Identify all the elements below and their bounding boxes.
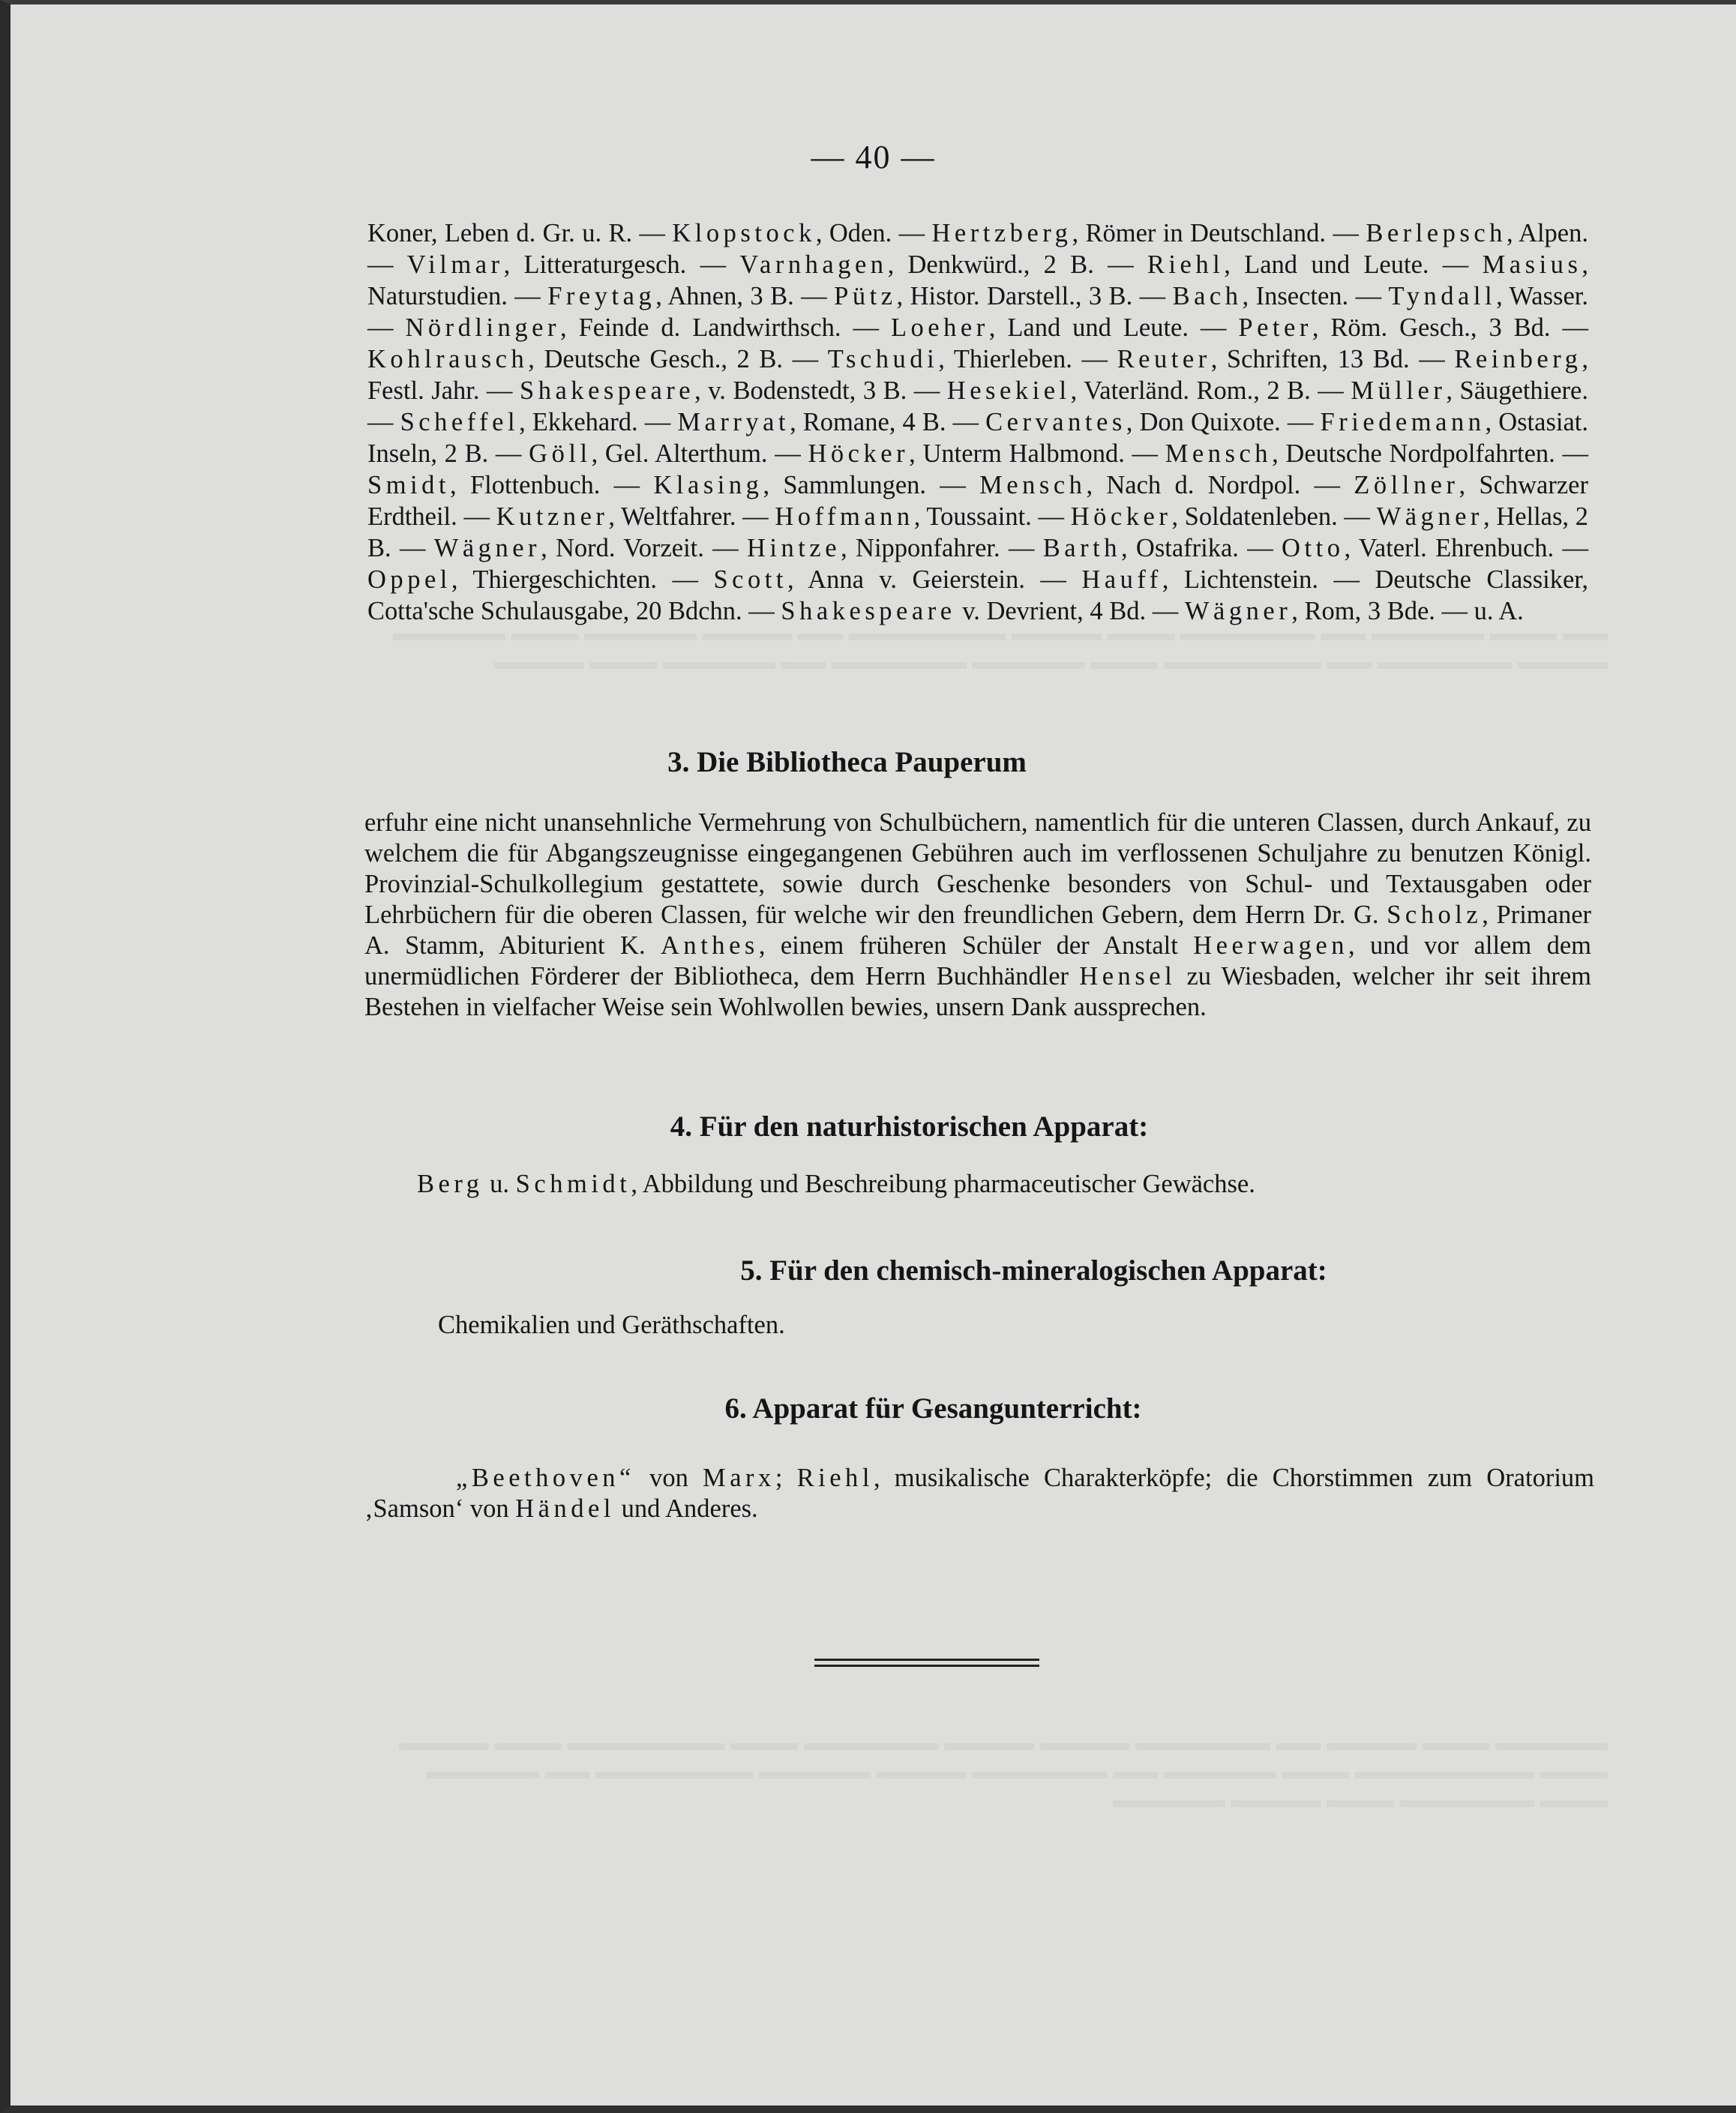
book-list-name: Pütz (834, 282, 897, 310)
section-6-text: und Anderes. (615, 1494, 758, 1523)
bleed-through-text: ▬▬ ▬▬▬ ▬▬▬▬▬ ▬▬ ▬▬▬▬▬▬ ▬▬▬ ▬▬▬▬ ▬▬▬▬▬▬▬ ▬▬ ▬▬▬▬ ▬▬▬▬▬ ▬▬▬ ▬▬▬▬▬ ▬▬▬▬ ▬▬▬▬▬▬ ▬▬ ▬▬▬▬▬▬▬ ▬▬▬ ▬▬▬▬▬ ▬▬▬▬▬▬ ▬▬ ▬▬▬▬▬ ▬▬▬ ▬▬▬▬ (393, 621, 1608, 674)
section-4-heading: 4. Für den naturhistorischen Apparat: (670, 1110, 1149, 1143)
book-list-name: Vilmar (406, 250, 504, 279)
section-3-name: Hensel (1079, 962, 1177, 991)
section-6-name: Händel (515, 1494, 615, 1523)
book-list-text: , Naturstudien. — (367, 250, 1589, 310)
book-list-name: Kohlrausch (367, 345, 529, 373)
section-3-paragraph (364, 808, 1591, 1023)
bleed-through-text: ▬▬▬▬▬ ▬▬▬ ▬▬▬▬ ▬▬ ▬▬▬▬▬▬ ▬▬▬▬ ▬▬▬▬ ▬▬▬▬▬▬ ▬▬▬ ▬▬▬▬▬▬▬ ▬▬▬ ▬▬▬▬ ▬▬▬ ▬▬▬▬▬▬▬▬ ▬▬▬ ▬▬▬▬▬ ▬▬ ▬▬▬▬▬▬ ▬▬▬▬ ▬▬▬▬▬ ▬▬▬▬▬▬▬ ▬▬ ▬▬▬▬▬ ▬▬▬ ▬▬▬▬▬▬ ▬▬▬ ▬▬▬▬ ▬▬▬▬▬ (398, 1731, 1608, 1812)
book-list-name: Wägner (433, 534, 541, 562)
book-list-text: , Thierleben. — (938, 345, 1117, 373)
book-list-name: Hintze (747, 534, 841, 562)
book-list-name: Nördlinger (405, 313, 561, 342)
book-list-name: Tyndall (1388, 282, 1497, 310)
book-list-name: Mensch (1165, 439, 1273, 468)
section-3-text: , einem früheren Schüler der Anstalt (758, 931, 1194, 960)
section-3-name: Scholz (1387, 901, 1483, 929)
book-list-name: Peter (1238, 313, 1312, 342)
book-list-text: , Leben d. Gr. u. R. — (430, 219, 673, 247)
book-list-text: , Gel. Alterthum. — (591, 439, 808, 468)
book-list-text: , Rom, 3 Bde. — u. A. (1291, 597, 1524, 625)
book-list-text: , Hellas, 2 B. — (367, 502, 1588, 562)
book-list-text: v. Devrient, 4 Bd. — (955, 597, 1185, 625)
book-list-name: Loeher (890, 313, 989, 342)
book-list-name: Varnhagen (739, 250, 888, 279)
book-list-text: , Histor. Darstell., 3 B. — (896, 282, 1173, 310)
book-list-text: , Land und Leute. — (988, 313, 1239, 342)
section-3-text: , Primaner A. Stamm, Abiturient K. (364, 901, 1591, 960)
book-list-name: Oppel (367, 565, 451, 594)
book-list-name: Berlepsch (1366, 219, 1507, 247)
book-list-name: Mensch (979, 471, 1087, 499)
section-5-heading: 5. Für den chemisch-mineralogischen Apparat: (740, 1254, 1327, 1287)
book-list-name: Wägner (1376, 502, 1483, 531)
book-list-text: , Oden. — (815, 219, 932, 247)
section-4-name: Berg (417, 1170, 484, 1198)
book-list-text: , Deutsche Gesch., 2 B. — (528, 345, 828, 373)
section-4-entry (417, 1169, 1255, 1200)
section-3-text: zu Wiesbaden, welcher ihr seit ihrem Bestehen in vielfacher Weise sein Wohlwollen bewies, unsern Dank aussprechen. (364, 962, 1592, 1021)
closing-rule-top (814, 1659, 1039, 1661)
section-6-heading: 6. Apparat für Gesangunterricht: (724, 1392, 1142, 1425)
section-6-name: „Beethoven“ (456, 1464, 635, 1492)
book-list-name: Shakespeare (520, 376, 695, 405)
section-4-text: u. (483, 1170, 516, 1198)
book-list-text: , v. Bodenstedt, 3 B. — (694, 376, 947, 405)
book-list-text: , Sammlungen. — (763, 471, 980, 499)
book-list-text: , Schwarzer Erdtheil. — (367, 471, 1588, 531)
book-list-name: Smidt (367, 471, 451, 499)
book-list-name: Wägner (1184, 597, 1292, 625)
book-list-name: Marryat (677, 408, 790, 436)
book-list-text: , Litteraturgesch. — (503, 250, 740, 279)
book-list-name: Höcker (808, 439, 910, 468)
book-list-text: , Anna v. Geierstein. — (787, 565, 1082, 594)
book-list-text: , Thiergeschichten. — (451, 565, 714, 594)
book-list-name: Shakespeare (781, 597, 956, 625)
page-number: — 40 — (811, 139, 936, 175)
book-list-name: Reuter (1117, 345, 1211, 373)
book-list-name: Riehl (1147, 250, 1225, 279)
book-list-text: , Nipponfahrer. — (841, 534, 1043, 562)
book-list-text: , Nord. Vorzeit. — (541, 534, 747, 562)
book-list-text: , Röm. Gesch., 3 Bd. — (1312, 313, 1588, 342)
section-3-text: erfuhr eine nicht unansehnliche Vermehrung von Schulbüchern, namentlich für die unteren Classen, durch Ankauf, zu welchem die für Abgangszeugnisse eingegangenen Gebühren auch im verflossenen Schuljahre zu benutzen Königl. Provinzial-Schulkollegium gestattete, sowie durch Geschenke besonders von Schul- und Textausgaben oder Lehrbüchern für die oberen Classen, für welche wir den freundlichen Gebern, dem Herrn Dr. G. (364, 808, 1591, 929)
book-list-text: , Don Quixote. — (1126, 408, 1321, 436)
book-list-name: Hertzberg (931, 219, 1072, 247)
section-3-name: Anthes (660, 931, 759, 960)
book-list-name: Freytag (547, 282, 656, 310)
section-6-paragraph (364, 1463, 1594, 1524)
section-4-name: Schmidt (515, 1170, 631, 1198)
book-list-text: , Alpen. — (367, 219, 1588, 279)
book-list-text: , Toussaint. — (913, 502, 1071, 531)
book-list-text: , Vaterl. Ehrenbuch. — (1344, 534, 1588, 562)
section-3-name: Heerwagen (1193, 931, 1348, 960)
book-list-text: , Festl. Jahr. — (367, 345, 1588, 405)
book-list-name: Tschudi (827, 345, 939, 373)
book-list-name: Höcker (1070, 502, 1172, 531)
book-list-text: , Schriften, 13 Bd. — (1210, 345, 1455, 373)
book-list-text: , Insecten. — (1242, 282, 1389, 310)
book-list-name: Hauff (1081, 565, 1162, 594)
section-6-text: von (634, 1464, 703, 1492)
section-5-entry: Chemikalien und Geräthschaften. (438, 1311, 785, 1339)
book-list-name: Göll (529, 439, 592, 468)
book-list-text: , Unterm Halbmond. — (909, 439, 1165, 468)
book-list-name: Scott (713, 565, 787, 594)
section-6-name: Marx (703, 1464, 775, 1492)
book-list-name: Masius (1482, 250, 1582, 279)
book-list-text: , Säugethiere. — (367, 376, 1588, 436)
book-list-name: Klasing (653, 471, 763, 499)
book-list-name: Zöllner (1354, 471, 1459, 499)
section-3-heading: 3. Die Bibliotheca Pauperum (667, 746, 1027, 778)
book-list-name: Friedemann (1320, 408, 1486, 436)
book-list-text: , Ostafrika. — (1120, 534, 1282, 562)
section-6-name: Riehl (796, 1464, 874, 1492)
book-list-text: , Lichtenstein. — Deutsche Classiker, Cotta'sche Schulausgabe, 20 Bdchn. — (367, 565, 1589, 625)
book-list-paragraph (367, 217, 1588, 627)
book-list-name: Cervantes (985, 408, 1126, 436)
book-list-name: Kutzner (496, 502, 609, 531)
book-list-text: Koner (367, 219, 431, 247)
book-list-text: , Nach d. Nordpol. — (1086, 471, 1354, 499)
book-list-text: , Vaterländ. Rom., 2 B. — (1070, 376, 1351, 405)
section-3-text: , und vor allem dem unermüdlichen Förderer der Bibliotheca, dem Herrn Buchhändler (364, 931, 1591, 991)
book-list-name: Bach (1172, 282, 1243, 310)
book-list-text: , Feinde d. Landwirthsch. — (560, 313, 891, 342)
book-list-name: Klopstock (672, 219, 816, 247)
book-list-text: , Flottenbuch. — (450, 471, 654, 499)
book-list-text: , Denkwürd., 2 B. — (887, 250, 1147, 279)
book-list-text: , Soldatenleben. — (1171, 502, 1377, 531)
closing-rule-bottom (814, 1665, 1039, 1667)
book-list-text: , Römer in Deutschland. — (1072, 219, 1366, 247)
book-list-name: Scheffel (400, 408, 520, 436)
book-list-text: , Romane, 4 B. — (790, 408, 986, 436)
book-list-text: , Land und Leute. — (1224, 250, 1483, 279)
section-6-text: , musikalische Charakterköpfe; die Chorstimmen zum Oratorium ‚Samson‘ von (364, 1464, 1594, 1523)
book-list-text: , Wasser. — (367, 282, 1588, 342)
book-list-name: Barth (1042, 534, 1121, 562)
book-list-name: Hoffmann (775, 502, 914, 531)
book-list-text: , Weltfahrer. — (608, 502, 775, 531)
book-list-text: , Ahnen, 3 B. — (655, 282, 835, 310)
book-list-name: Reinberg (1454, 345, 1582, 373)
book-list-text: , Ekkehard. — (519, 408, 678, 436)
book-list-text: , Deutsche Nordpolfahrten. — (1272, 439, 1588, 468)
book-list-name: Hesekiel (946, 376, 1071, 405)
book-list-text: , Ostasiat. Inseln, 2 B. — (367, 408, 1588, 468)
book-list-name: Müller (1351, 376, 1447, 405)
section-6-text: ; (775, 1464, 797, 1492)
book-list-name: Otto (1282, 534, 1345, 562)
section-4-text: , Abbildung und Beschreibung pharmaceutischer Gewächse. (631, 1170, 1255, 1198)
